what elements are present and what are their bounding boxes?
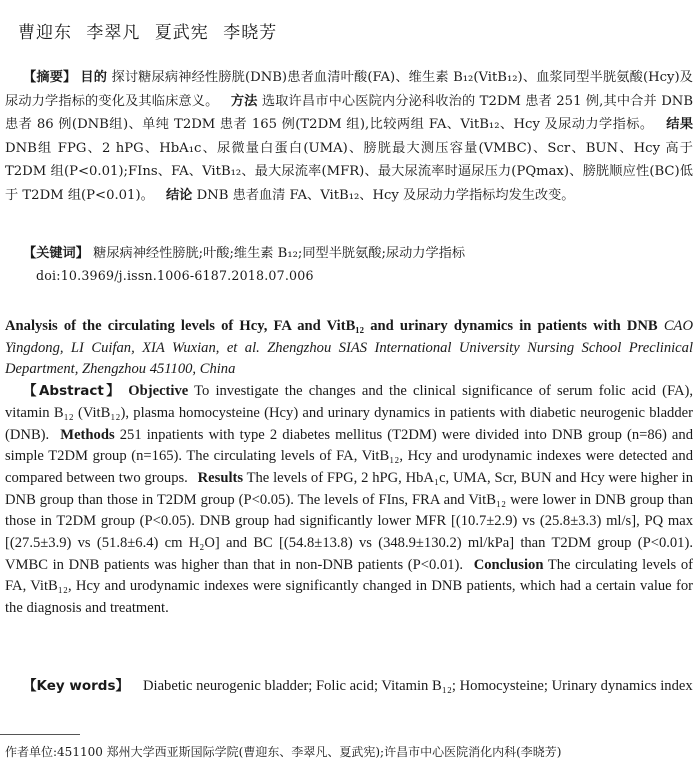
- methods-label-en: Methods: [60, 426, 115, 443]
- abstract-tag-cn: 【摘要】: [23, 70, 77, 85]
- objective-text-en: To investigate the changes and the clinical significance of serum folic acid (FA), vitamin B₁₂ (VitB₁₂), plasma homocysteine (Hcy) and urinary dynamics in patients with diabetic neurogenic bladder (DNB).: [5, 383, 694, 443]
- results-text-cn: DNB组 FPG、2 hPG、HbA₁c、尿微量白蛋白(UMA)、膀胱最大测压容量(VMBC)、Scr、BUN、Hcy 高于 T2DM 组(P<0.01);FIns、FA、VitB₁₂、最大尿流率(MFR)、最大尿流率时逼尿压力(PQmax)、膀胱顺应性(BC)低于 T2DM 组(P<0.01)。: [5, 140, 693, 203]
- abstract-tag-en: 【Abstract】: [23, 383, 123, 400]
- methods-label-cn: 方法: [230, 93, 258, 109]
- english-affiliation: CAO Yingdong, LI Cuifan, XIA Wuxian, et al. Zhengzhou SIAS International University Nursing School Preclinical Department, Zhengzhou 451100, China: [5, 318, 694, 378]
- keywords-text-cn: 糖尿病神经性膀胱;叶酸;维生素 B₁₂;同型半胱氨酸;尿动力学指标: [93, 246, 466, 261]
- conclusion-text-cn: DNB 患者血清 FA、VitB₁₂、Hcy 及尿动力学指标均发生改变。: [196, 187, 575, 203]
- results-label-en: Results: [197, 469, 244, 486]
- chinese-abstract: [5, 66, 693, 207]
- keywords-cn: [23, 242, 693, 265]
- objective-text-cn: 探讨糖尿病神经性膀胱(DNB)患者血清叶酸(FA)、维生素 B₁₂(VitB₁₂)、血浆同型半胱氨酸(Hcy)及尿动力学指标的变化及其临床意义。: [5, 70, 693, 109]
- doi-line: doi:10.3969/j.issn.1006-6187.2018.07.006: [36, 268, 314, 283]
- footnote-divider: [0, 734, 80, 735]
- results-text-en: The levels of FPG, 2 hPG, HbA₁c, UMA, Scr, BUN and Hcy were higher in DNB group than those in T2DM group (P<0.05). The levels of FIns, FRA and VitB₁₂ were lower in DNB group than those in T2DM group (P<0.05). DNB group had significantly lower MFR [(10.7±2.9) vs (25.8±3.3) ml/s], PQ max [(27.5±3.9) vs (51.8±6.4) cm H₂O] and BC [(54.8±13.8) vs (348.9±130.2) ml/kPa] than T2DM group (P<0.01). VMBC in DNB patients was higher than that in non-DNB patients (P<0.01).: [5, 469, 693, 573]
- conclusion-label-cn: 结论: [166, 187, 193, 203]
- methods-text-en: 251 inpatients with type 2 diabetes mellitus (T2DM) were divided into DNB group (n=86) and simple T2DM group (n=165). The circulating levels of FA, VitB₁₂, Hcy and urodynamic indexes were detected and compared between two groups.: [5, 426, 694, 486]
- results-label-cn: 结果: [666, 117, 694, 132]
- keywords-tag-en: 【Key words】: [23, 678, 129, 694]
- conclusion-text-en: The circulating levels of FA, VitB₁₂, Hcy and urodynamic indexes were significantly changed in DNB patients, which had a certain value for the diagnosis and treatment.: [5, 556, 693, 617]
- methods-text-cn: 选取许昌市中心医院内分泌科收治的 T2DM 患者 251 例,其中合并 DNB 患者 86 例(DNB组)、单纯 T2DM 患者 165 例(T2DM 组),比较两组 FA、VitB₁₂、Hcy 及尿动力学指标。: [5, 93, 694, 132]
- keywords-text-en: Diabetic neurogenic bladder; Folic acid; Vitamin B₁₂; Homocysteine; Urinary dynamics index: [142, 678, 693, 694]
- keywords-tag-cn: 【关键词】: [23, 246, 89, 261]
- english-abstract: [5, 316, 693, 620]
- objective-label-en: Objective: [128, 383, 189, 400]
- author-affiliation-footnote: 作者单位:451100 郑州大学西亚斯国际学院(曹迎东、李翠凡、夏武宪);许昌市中心医院消化内科(李晓芳): [5, 745, 562, 759]
- author-list: 曹迎东 李翠凡 夏武宪 李晓芳: [18, 23, 278, 43]
- conclusion-label-en: Conclusion: [473, 556, 544, 573]
- keywords-en: [5, 676, 693, 698]
- english-title: Analysis of the circulating levels of Hcy, FA and VitB₁₂ and urinary dynamics in patients with DNB: [5, 318, 658, 334]
- objective-label-cn: 目的: [80, 70, 108, 85]
